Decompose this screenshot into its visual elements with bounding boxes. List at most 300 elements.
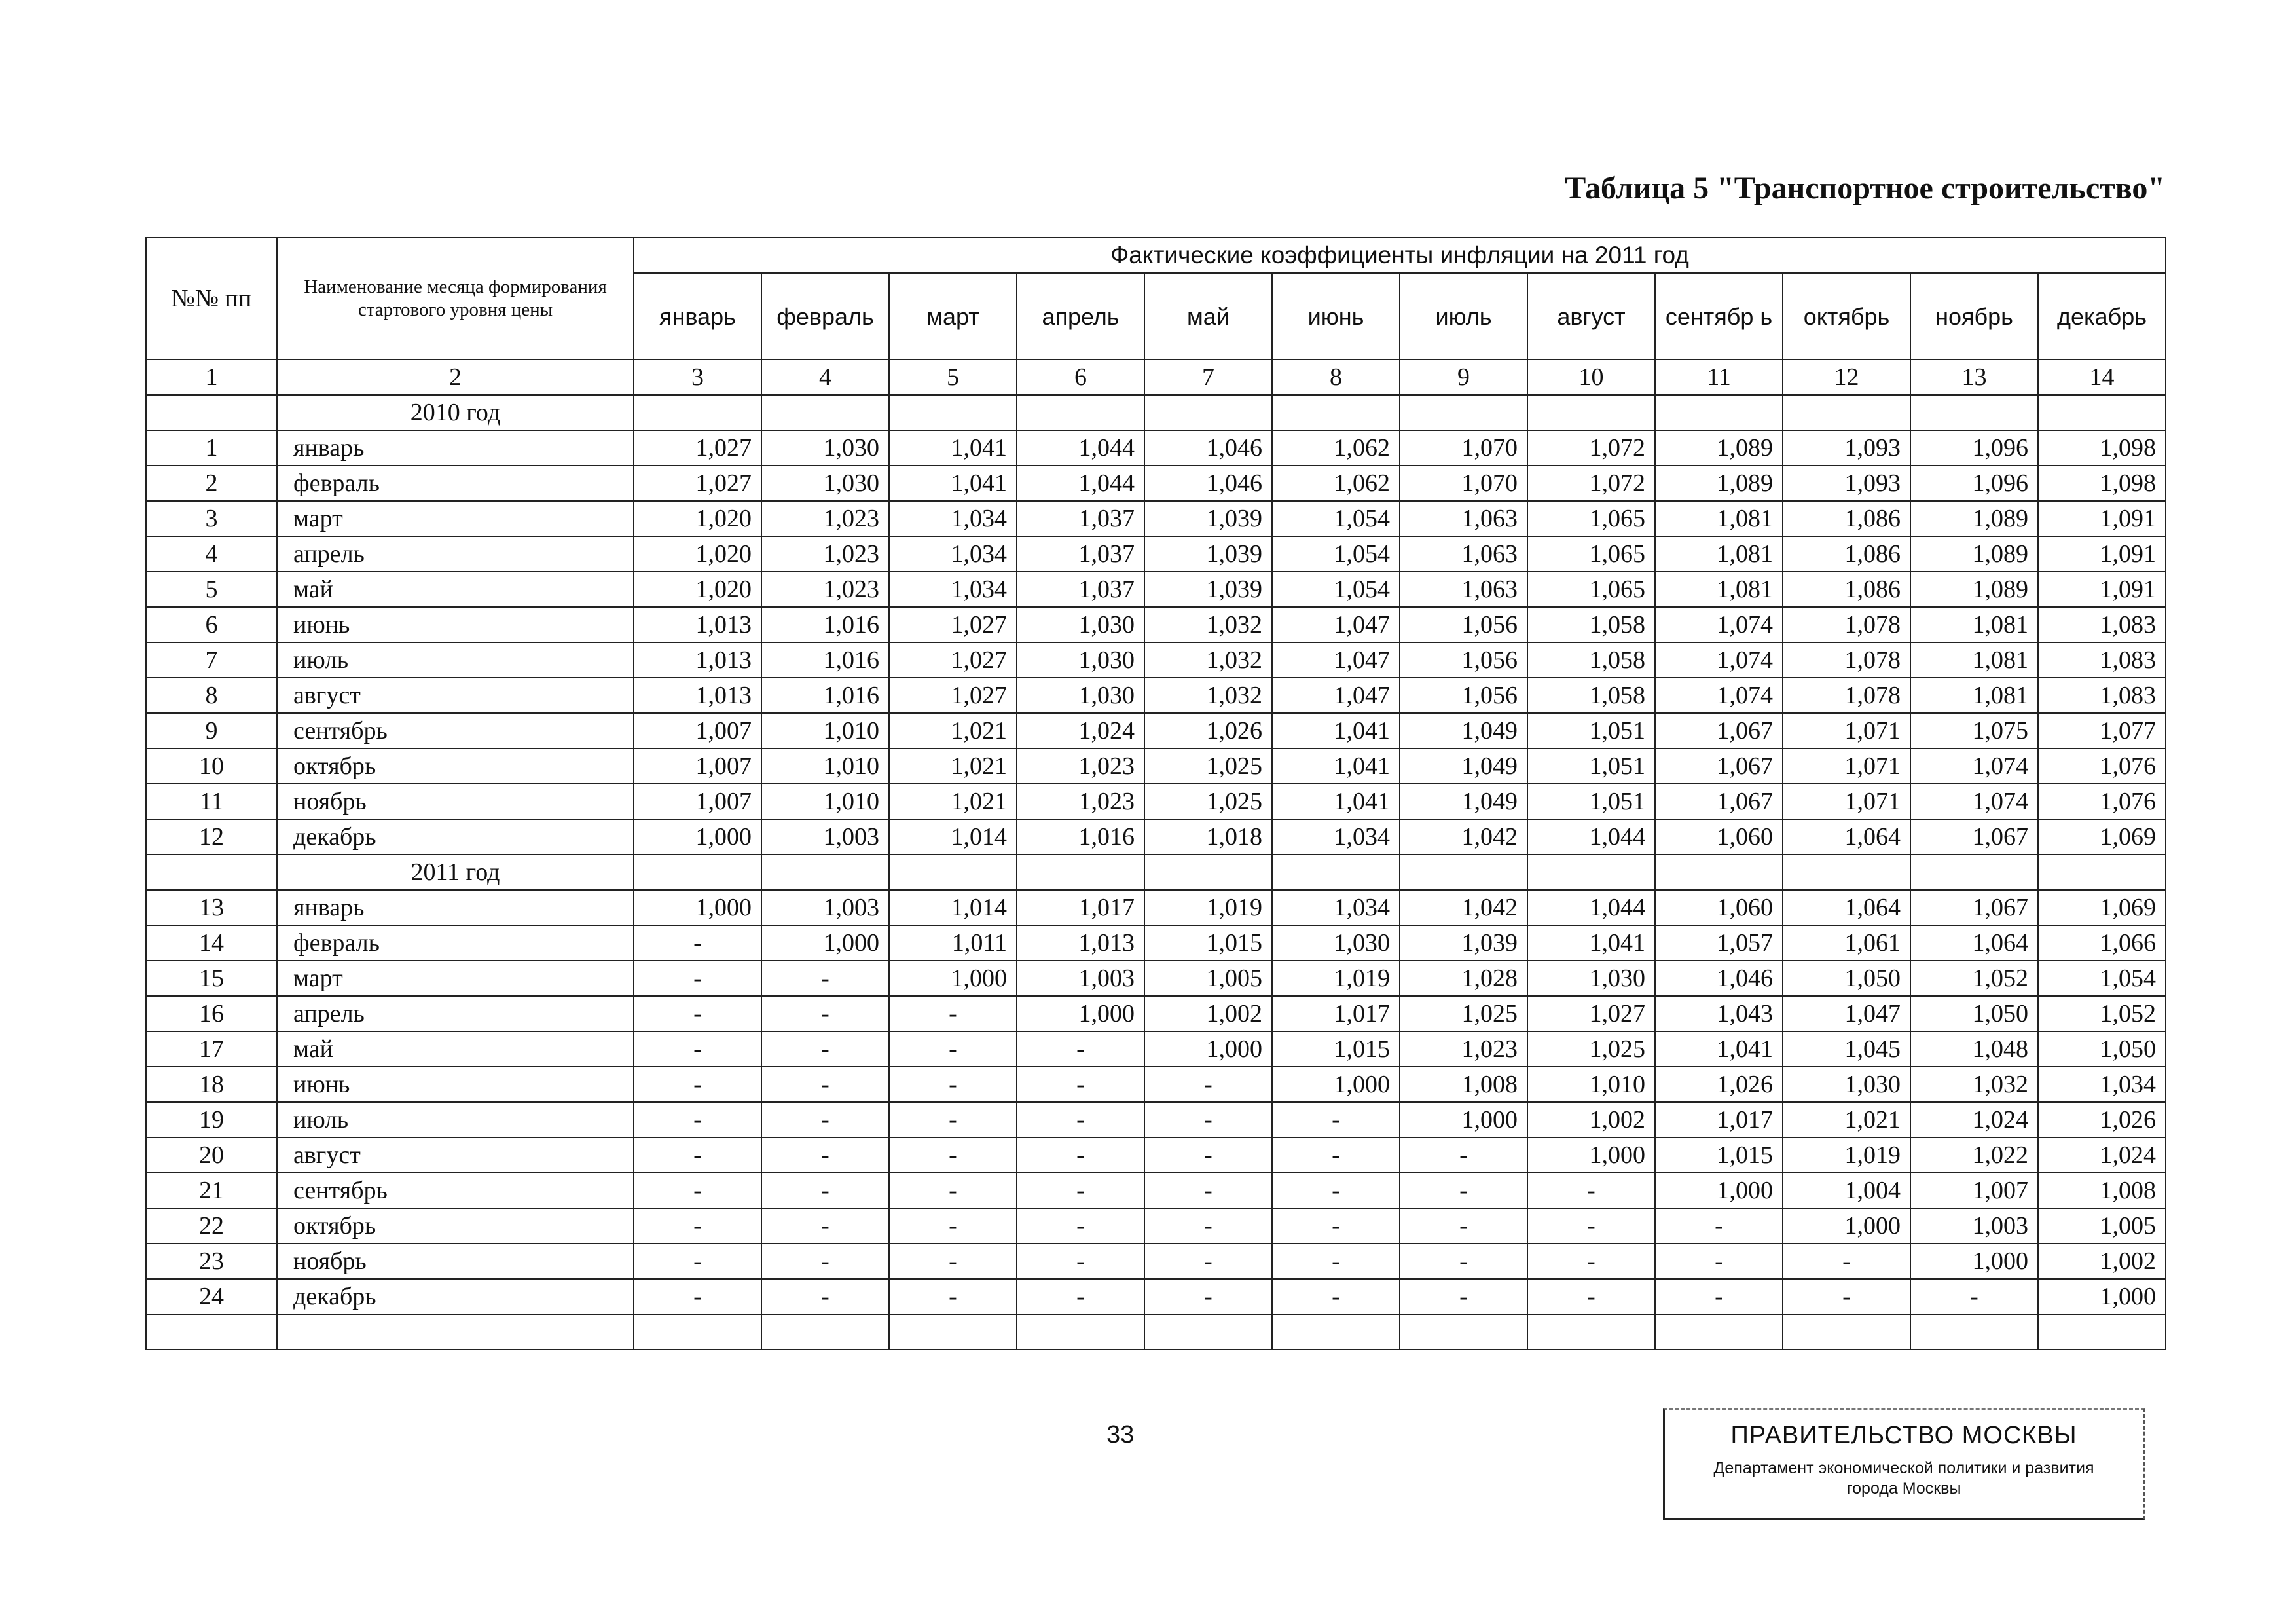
coefficient-cell: 1,067 xyxy=(1910,819,2038,855)
empty-cell xyxy=(1783,1314,1910,1350)
column-index-cell: 14 xyxy=(2038,360,2166,395)
table-row xyxy=(146,961,2166,996)
coefficient-cell: 1,037 xyxy=(1017,501,1144,536)
empty-cell xyxy=(761,395,889,430)
coefficient-cell: 1,067 xyxy=(1910,890,2038,925)
coefficient-cell: 1,000 xyxy=(889,961,1017,996)
column-index-cell: 7 xyxy=(1144,360,1272,395)
empty-cell xyxy=(1144,1314,1272,1350)
coefficient-cell: 1,024 xyxy=(2038,1137,2166,1173)
empty-cell xyxy=(634,1314,761,1350)
coefficient-cell: - xyxy=(1017,1102,1144,1137)
coefficient-cell: 1,089 xyxy=(1910,536,2038,572)
coefficient-cell: 1,089 xyxy=(1910,572,2038,607)
coefficient-cell: - xyxy=(1783,1244,1910,1279)
row-month-name: февраль xyxy=(277,925,634,961)
coefficient-cell: 1,044 xyxy=(1017,430,1144,466)
coefficient-cell: 1,044 xyxy=(1527,819,1655,855)
coefficient-cell: 1,065 xyxy=(1527,572,1655,607)
column-index-cell: 5 xyxy=(889,360,1017,395)
header-month-2: февраль xyxy=(761,273,889,360)
coefficient-cell: 1,089 xyxy=(1655,430,1783,466)
page-number: 33 xyxy=(1106,1421,1135,1449)
coefficient-cell: 1,046 xyxy=(1144,466,1272,501)
empty-cell xyxy=(1144,395,1272,430)
table-row xyxy=(146,430,2166,466)
coefficient-cell: 1,070 xyxy=(1400,430,1527,466)
coefficient-cell: 1,054 xyxy=(1272,572,1400,607)
coefficient-cell: 1,054 xyxy=(1272,536,1400,572)
coefficient-cell: 1,054 xyxy=(2038,961,2166,996)
coefficient-cell: 1,000 xyxy=(1783,1208,1910,1244)
coefficient-cell: 1,089 xyxy=(1910,501,2038,536)
empty-cell xyxy=(1783,395,1910,430)
coefficient-cell: - xyxy=(1400,1173,1527,1208)
row-number: 6 xyxy=(146,607,277,642)
coefficient-cell: 1,041 xyxy=(1655,1031,1783,1067)
coefficient-cell: 1,047 xyxy=(1783,996,1910,1031)
row-month-name: сентябрь xyxy=(277,713,634,748)
coefficient-cell: 1,025 xyxy=(1144,748,1272,784)
coefficient-cell: 1,034 xyxy=(889,536,1017,572)
coefficient-cell: - xyxy=(1527,1244,1655,1279)
coefficient-cell: 1,076 xyxy=(2038,748,2166,784)
coefficient-cell: 1,037 xyxy=(1017,536,1144,572)
coefficient-cell: 1,064 xyxy=(1910,925,2038,961)
coefficient-cell: 1,005 xyxy=(1144,961,1272,996)
coefficient-cell: 1,072 xyxy=(1527,430,1655,466)
table-row xyxy=(146,642,2166,678)
coefficient-cell: 1,039 xyxy=(1400,925,1527,961)
coefficient-cell: - xyxy=(1144,1208,1272,1244)
coefficient-cell: 1,002 xyxy=(1144,996,1272,1031)
coefficient-cell: 1,030 xyxy=(1272,925,1400,961)
coefficient-cell: 1,013 xyxy=(634,607,761,642)
row-number: 11 xyxy=(146,784,277,819)
coefficient-cell: 1,028 xyxy=(1400,961,1527,996)
coefficient-cell: 1,056 xyxy=(1400,678,1527,713)
coefficient-cell: 1,034 xyxy=(1272,890,1400,925)
coefficient-cell: - xyxy=(1272,1137,1400,1173)
column-index-cell: 3 xyxy=(634,360,761,395)
coefficient-cell: 1,071 xyxy=(1783,784,1910,819)
header-month-9: сентябр ь xyxy=(1655,273,1783,360)
coefficient-cell: 1,041 xyxy=(889,430,1017,466)
coefficient-cell: 1,052 xyxy=(2038,996,2166,1031)
table-row xyxy=(146,466,2166,501)
coefficient-cell: 1,026 xyxy=(1144,713,1272,748)
coefficient-cell: - xyxy=(1017,1244,1144,1279)
header-month-6: июнь xyxy=(1272,273,1400,360)
coefficient-cell: - xyxy=(1655,1279,1783,1314)
empty-cell xyxy=(761,855,889,890)
empty-cell xyxy=(1527,1314,1655,1350)
coefficient-cell: 1,062 xyxy=(1272,466,1400,501)
coefficient-cell: 1,050 xyxy=(1910,996,2038,1031)
coefficient-cell: - xyxy=(1527,1279,1655,1314)
empty-cell xyxy=(1655,1314,1783,1350)
coefficient-cell: - xyxy=(1144,1102,1272,1137)
empty-cell xyxy=(1400,855,1527,890)
inflation-table xyxy=(145,237,2166,1350)
coefficient-cell: 1,046 xyxy=(1655,961,1783,996)
coefficient-cell: - xyxy=(1783,1279,1910,1314)
coefficient-cell: 1,051 xyxy=(1527,713,1655,748)
table-row xyxy=(146,1067,2166,1102)
coefficient-cell: 1,071 xyxy=(1783,748,1910,784)
coefficient-cell: 1,011 xyxy=(889,925,1017,961)
column-index-cell: 12 xyxy=(1783,360,1910,395)
coefficient-cell: 1,064 xyxy=(1783,890,1910,925)
empty-cell xyxy=(889,855,1017,890)
coefficient-cell: 1,032 xyxy=(1144,607,1272,642)
coefficient-cell: - xyxy=(761,1031,889,1067)
coefficient-cell: 1,026 xyxy=(2038,1102,2166,1137)
row-number: 8 xyxy=(146,678,277,713)
coefficient-cell: 1,024 xyxy=(1017,713,1144,748)
header-month-12: декабрь xyxy=(2038,273,2166,360)
row-month-name: ноябрь xyxy=(277,784,634,819)
coefficient-cell: 1,093 xyxy=(1783,430,1910,466)
coefficient-cell: - xyxy=(634,1279,761,1314)
coefficient-cell: 1,066 xyxy=(2038,925,2166,961)
coefficient-cell: 1,021 xyxy=(889,713,1017,748)
row-number: 22 xyxy=(146,1208,277,1244)
header-month-name: Наименование месяца формирования стартового уровня цены xyxy=(277,238,634,360)
coefficient-cell: 1,083 xyxy=(2038,607,2166,642)
coefficient-cell: - xyxy=(1400,1208,1527,1244)
coefficient-cell: 1,047 xyxy=(1272,678,1400,713)
stamp-city: города Москвы xyxy=(1846,1479,1961,1498)
coefficient-cell: 1,013 xyxy=(634,642,761,678)
column-index-cell: 9 xyxy=(1400,360,1527,395)
coefficient-cell: 1,018 xyxy=(1144,819,1272,855)
column-index-cell: 1 xyxy=(146,360,277,395)
coefficient-cell: - xyxy=(634,1244,761,1279)
empty-cell xyxy=(1272,395,1400,430)
header-month-11: ноябрь xyxy=(1910,273,2038,360)
empty-cell xyxy=(634,855,761,890)
coefficient-cell: 1,017 xyxy=(1655,1102,1783,1137)
row-month-name: октябрь xyxy=(277,748,634,784)
coefficient-cell: 1,041 xyxy=(1272,748,1400,784)
row-month-name: ноябрь xyxy=(277,1244,634,1279)
coefficient-cell: 1,083 xyxy=(2038,678,2166,713)
coefficient-cell: 1,071 xyxy=(1783,713,1910,748)
coefficient-cell: 1,027 xyxy=(634,466,761,501)
empty-cell xyxy=(277,1314,634,1350)
coefficient-cell: 1,013 xyxy=(634,678,761,713)
coefficient-cell: 1,081 xyxy=(1655,501,1783,536)
coefficient-cell: 1,041 xyxy=(1272,784,1400,819)
coefficient-cell: 1,030 xyxy=(1783,1067,1910,1102)
coefficient-cell: - xyxy=(761,1173,889,1208)
coefficient-cell: 1,042 xyxy=(1400,819,1527,855)
coefficient-cell: 1,045 xyxy=(1783,1031,1910,1067)
coefficient-cell: 1,030 xyxy=(761,430,889,466)
coefficient-cell: 1,000 xyxy=(1017,996,1144,1031)
coefficient-cell: 1,074 xyxy=(1655,678,1783,713)
coefficient-cell: 1,089 xyxy=(1655,466,1783,501)
coefficient-cell: 1,030 xyxy=(1017,642,1144,678)
table-row xyxy=(146,572,2166,607)
coefficient-cell: 1,007 xyxy=(634,748,761,784)
coefficient-cell: 1,007 xyxy=(634,713,761,748)
coefficient-cell: 1,065 xyxy=(1527,501,1655,536)
row-number: 18 xyxy=(146,1067,277,1102)
coefficient-cell: 1,032 xyxy=(1144,678,1272,713)
coefficient-cell: 1,025 xyxy=(1527,1031,1655,1067)
coefficient-cell: 1,007 xyxy=(634,784,761,819)
column-index-cell: 11 xyxy=(1655,360,1783,395)
coefficient-cell: 1,000 xyxy=(2038,1279,2166,1314)
coefficient-cell: 1,069 xyxy=(2038,819,2166,855)
coefficient-cell: 1,078 xyxy=(1783,642,1910,678)
coefficient-cell: - xyxy=(1400,1137,1527,1173)
year-label: 2010 год xyxy=(277,395,634,430)
table-row xyxy=(146,996,2166,1031)
coefficient-cell: 1,081 xyxy=(1910,642,2038,678)
coefficient-cell: 1,015 xyxy=(1655,1137,1783,1173)
coefficient-cell: 1,003 xyxy=(1910,1208,2038,1244)
coefficient-cell: - xyxy=(889,996,1017,1031)
coefficient-cell: 1,039 xyxy=(1144,536,1272,572)
table-row xyxy=(146,713,2166,748)
coefficient-cell: 1,004 xyxy=(1783,1173,1910,1208)
row-month-name: апрель xyxy=(277,996,634,1031)
empty-cell xyxy=(1017,855,1144,890)
coefficient-cell: 1,027 xyxy=(1527,996,1655,1031)
coefficient-cell: 1,023 xyxy=(761,536,889,572)
coefficient-cell: - xyxy=(634,1173,761,1208)
coefficient-cell: 1,086 xyxy=(1783,536,1910,572)
coefficient-cell: - xyxy=(1017,1031,1144,1067)
row-month-name: май xyxy=(277,572,634,607)
empty-cell xyxy=(889,395,1017,430)
table-row xyxy=(146,890,2166,925)
coefficient-cell: 1,000 xyxy=(1272,1067,1400,1102)
coefficient-cell: 1,074 xyxy=(1655,642,1783,678)
row-month-name: март xyxy=(277,961,634,996)
table-row xyxy=(146,1137,2166,1173)
row-month-name: декабрь xyxy=(277,1279,634,1314)
coefficient-cell: - xyxy=(1655,1244,1783,1279)
row-number: 3 xyxy=(146,501,277,536)
table-row xyxy=(146,1102,2166,1137)
coefficient-cell: 1,077 xyxy=(2038,713,2166,748)
coefficient-cell: 1,041 xyxy=(1272,713,1400,748)
coefficient-cell: 1,060 xyxy=(1655,890,1783,925)
column-index-cell: 2 xyxy=(277,360,634,395)
header-month-8: август xyxy=(1527,273,1655,360)
year-row-number-cell xyxy=(146,395,277,430)
coefficient-cell: 1,020 xyxy=(634,501,761,536)
empty-cell xyxy=(1527,855,1655,890)
table-row xyxy=(146,748,2166,784)
coefficient-cell: 1,047 xyxy=(1272,607,1400,642)
coefficient-cell: 1,096 xyxy=(1910,466,2038,501)
coefficient-cell: 1,058 xyxy=(1527,678,1655,713)
coefficient-cell: 1,050 xyxy=(2038,1031,2166,1067)
row-month-name: май xyxy=(277,1031,634,1067)
row-number: 17 xyxy=(146,1031,277,1067)
stamp-department: Департамент экономической политики и развития xyxy=(1713,1459,2094,1477)
coefficient-cell: - xyxy=(889,1279,1017,1314)
row-month-name: январь xyxy=(277,890,634,925)
row-month-name: апрель xyxy=(277,536,634,572)
empty-cell xyxy=(761,1314,889,1350)
coefficient-cell: 1,067 xyxy=(1655,713,1783,748)
coefficient-cell: 1,056 xyxy=(1400,642,1527,678)
empty-cell xyxy=(2038,855,2166,890)
coefficient-cell: 1,000 xyxy=(634,890,761,925)
row-number: 15 xyxy=(146,961,277,996)
coefficient-cell: - xyxy=(1272,1279,1400,1314)
coefficient-cell: - xyxy=(1144,1279,1272,1314)
coefficient-cell: 1,016 xyxy=(1017,819,1144,855)
coefficient-cell: 1,081 xyxy=(1910,678,2038,713)
coefficient-cell: 1,061 xyxy=(1783,925,1910,961)
empty-cell xyxy=(1272,1314,1400,1350)
coefficient-cell: 1,026 xyxy=(1655,1067,1783,1102)
coefficient-cell: 1,083 xyxy=(2038,642,2166,678)
coefficient-cell: - xyxy=(1017,1279,1144,1314)
coefficient-cell: 1,070 xyxy=(1400,466,1527,501)
row-month-name: сентябрь xyxy=(277,1173,634,1208)
coefficient-cell: - xyxy=(761,1067,889,1102)
coefficient-cell: - xyxy=(761,961,889,996)
coefficient-cell: 1,091 xyxy=(2038,572,2166,607)
coefficient-cell: 1,054 xyxy=(1272,501,1400,536)
empty-cell xyxy=(1527,395,1655,430)
coefficient-cell: 1,021 xyxy=(1783,1102,1910,1137)
coefficient-cell: 1,034 xyxy=(889,501,1017,536)
coefficient-cell: 1,032 xyxy=(1144,642,1272,678)
column-index-cell: 4 xyxy=(761,360,889,395)
header-month-4: апрель xyxy=(1017,273,1144,360)
coefficient-cell: - xyxy=(1910,1279,2038,1314)
stamp-title: ПРАВИТЕЛЬСТВО МОСКВЫ xyxy=(1730,1422,2077,1449)
coefficient-cell: - xyxy=(1144,1244,1272,1279)
header-month-10: октябрь xyxy=(1783,273,1910,360)
empty-cell xyxy=(1017,1314,1144,1350)
empty-cell xyxy=(1910,1314,2038,1350)
coefficient-cell: - xyxy=(634,1208,761,1244)
coefficient-cell: 1,046 xyxy=(1144,430,1272,466)
coefficient-cell: 1,051 xyxy=(1527,748,1655,784)
coefficient-cell: - xyxy=(634,1031,761,1067)
coefficient-cell: 1,002 xyxy=(1527,1102,1655,1137)
empty-cell xyxy=(146,1314,277,1350)
coefficient-cell: - xyxy=(1272,1208,1400,1244)
row-number: 1 xyxy=(146,430,277,466)
coefficient-cell: - xyxy=(1144,1173,1272,1208)
coefficient-cell: 1,058 xyxy=(1527,642,1655,678)
coefficient-cell: - xyxy=(889,1067,1017,1102)
coefficient-cell: - xyxy=(1144,1067,1272,1102)
coefficient-cell: 1,093 xyxy=(1783,466,1910,501)
coefficient-cell: - xyxy=(761,1137,889,1173)
coefficient-cell: 1,086 xyxy=(1783,572,1910,607)
empty-cell xyxy=(1655,855,1783,890)
header-month-7: июль xyxy=(1400,273,1527,360)
empty-cell xyxy=(1400,395,1527,430)
coefficient-cell: 1,014 xyxy=(889,890,1017,925)
coefficient-cell: 1,019 xyxy=(1783,1137,1910,1173)
column-index-cell: 8 xyxy=(1272,360,1400,395)
row-number: 14 xyxy=(146,925,277,961)
table-row xyxy=(146,784,2166,819)
coefficient-cell: - xyxy=(1017,1137,1144,1173)
year-label: 2011 год xyxy=(277,855,634,890)
empty-cell xyxy=(1910,855,2038,890)
table-row xyxy=(146,925,2166,961)
column-index-cell: 10 xyxy=(1527,360,1655,395)
row-number: 21 xyxy=(146,1173,277,1208)
table-row xyxy=(146,501,2166,536)
coefficient-cell: 1,027 xyxy=(634,430,761,466)
coefficient-cell: 1,039 xyxy=(1144,572,1272,607)
coefficient-cell: 1,067 xyxy=(1655,748,1783,784)
coefficient-cell: 1,081 xyxy=(1910,607,2038,642)
coefficient-cell: 1,000 xyxy=(1910,1244,2038,1279)
coefficient-cell: - xyxy=(1400,1279,1527,1314)
empty-cell xyxy=(1400,1314,1527,1350)
coefficient-cell: 1,015 xyxy=(1144,925,1272,961)
coefficient-cell: 1,020 xyxy=(634,536,761,572)
coefficient-cell: - xyxy=(889,1031,1017,1067)
coefficient-cell: - xyxy=(1400,1244,1527,1279)
coefficient-cell: 1,027 xyxy=(889,607,1017,642)
table-row xyxy=(146,536,2166,572)
row-number: 7 xyxy=(146,642,277,678)
table-row xyxy=(146,1208,2166,1244)
coefficient-cell: - xyxy=(1272,1244,1400,1279)
coefficient-cell: - xyxy=(761,1208,889,1244)
coefficient-cell: 1,005 xyxy=(2038,1208,2166,1244)
row-month-name: август xyxy=(277,678,634,713)
coefficient-cell: - xyxy=(634,1102,761,1137)
coefficient-cell: 1,023 xyxy=(1400,1031,1527,1067)
coefficient-cell: - xyxy=(761,1279,889,1314)
table-row xyxy=(146,1031,2166,1067)
coefficient-cell: 1,050 xyxy=(1783,961,1910,996)
year-row-number-cell xyxy=(146,855,277,890)
header-number: №№ пп xyxy=(146,238,277,360)
row-month-name: март xyxy=(277,501,634,536)
coefficient-cell: 1,003 xyxy=(761,819,889,855)
coefficient-cell: 1,060 xyxy=(1655,819,1783,855)
coefficient-cell: 1,024 xyxy=(1910,1102,2038,1137)
empty-cell xyxy=(2038,395,2166,430)
table-row xyxy=(146,1279,2166,1314)
coefficient-cell: - xyxy=(761,1244,889,1279)
coefficient-cell: 1,000 xyxy=(1655,1173,1783,1208)
inflation-table-container xyxy=(145,237,2166,1350)
coefficient-cell: - xyxy=(1272,1173,1400,1208)
coefficient-cell: - xyxy=(1527,1173,1655,1208)
row-number: 20 xyxy=(146,1137,277,1173)
coefficient-cell: - xyxy=(1272,1102,1400,1137)
coefficient-cell: 1,044 xyxy=(1527,890,1655,925)
header-month-5: май xyxy=(1144,273,1272,360)
empty-cell xyxy=(1910,395,2038,430)
government-stamp xyxy=(1663,1408,2145,1520)
coefficient-cell: 1,065 xyxy=(1527,536,1655,572)
empty-cell xyxy=(2038,1314,2166,1350)
coefficient-cell: 1,022 xyxy=(1910,1137,2038,1173)
coefficient-cell: 1,019 xyxy=(1144,890,1272,925)
